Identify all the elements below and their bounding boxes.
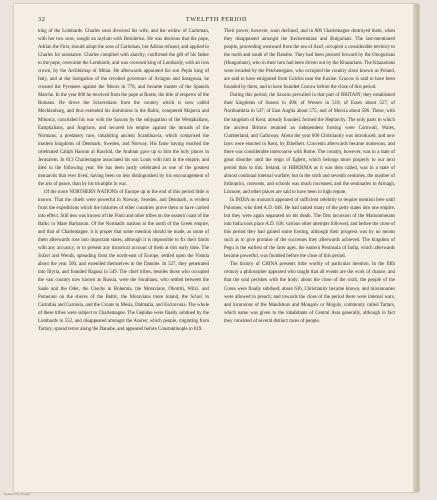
scan-footer: Digitized by Google <box>4 492 31 496</box>
page-spine-shadow <box>413 4 419 492</box>
text-columns <box>38 28 395 470</box>
running-title: TWELFTH PERIOD <box>185 16 248 23</box>
paragraph: Their power, however, soon declined, and in 800 Charlemagne destroyed them, when they disappeared amongst the Keckerunians and Bulgarians. The last-mentioned people, proceeding westward from the sea of Azof, occupied a considerable territory to the north and south of the Danube. They had been pressed forward by the Onogurians (Hungarians), who in their turn had been driven out by the Khazarians. The Khazarians were invaded by the Petchenegans, who occupied the country since known as Poland, are said to have emigrated from Colchis near the Euxine. Cracow is said to have been founded by them, and to have founded Cracow before the close of this period. <box>224 29 395 91</box>
left-column <box>38 28 209 470</box>
book-page <box>14 4 419 492</box>
paragraph: king of the Lombards. Charles soon divorced his wife, and the widow of Carloman, with her two sons, sought an asylum with Desiderius. He was desirous that the pope, Adrian the First, should adopt the sons of Carloman, but Adrian refused, and applied to Charles for assistance. Charles complied with alacrity, confirmed the gift of his father to the pope, overcame the Lombards, and was crowned king of Lombardy, with an iron crown, by the Archbishop of Milan. He afterwards appointed his son Pepin king of Italy, and at the instigation of the revolted governors of Arragon and Saragossa, he crossed the Pyrenees against the Moors in 778, and became master of the Spanish Marche. In the year 800 he received from the pope at Rome, the title of emperor of the Romans. He drove the Sclavonians from the country which is now called Mecklenburg, and thus extended his dominions to the Baltic, conquered Majorca and Minorca, concluded his war with the Saxons by the subjugation of the Westphalians, Eastphalians, and Angrians, and secured his empire against the inroads of the Normans, a predatory race, inhabiting ancient Scandinavia, which comprised the modern kingdoms of Denmark, Sweden, and Norway. His fame having reached the celebrated Caliph Haroun al Raschid, the Arabian gave up to him the holy places in Jerusalem. In 813 Charlemagne associated his son Louis with him in the empire, and died in the following year. He has been justly celebrated as one of the greatest monarchs that ever lived, having been no less distinguished by his encouragement of the arts of peace, than by his triumphs in war. <box>38 29 209 187</box>
paragraph: During this period, the Saxons prevailed in that part of BRITAIN; they established their kingdoms of Sussex in 490; of Wessex in 519; of Essex about 527; of Northumbria in 547; of East Anglia about 575; and of Mercia about 586. These, with the kingdom of Kent, already founded, formed the Heptarchy. The only parts in which the ancient Britons retained an independent footing were Cornwall, Wales, Cumberland, and Galloway. About the year 600 Christianity was introduced, and new laws were enacted in Kent, by Ethelbert. Convents afterwards became numerous, and there was considerable intercourse with Rome. The country, however, was in a state of great disorder until the reign of Egbert, which belongs more properly to our next period than to this. Ireland, or HIBERNIA as it was then called, was in a state of almost continual internal warfare; but in the sixth and seventh centuries, the number of bishoprics, convents, and schools was much increased, and the seminaries in Armagh, Lismore, and other places are said to have been in high repute. <box>224 93 395 195</box>
page-header <box>38 16 395 26</box>
paragraph: In INDIA no monarch appeared of sufficient celebrity to require mention here until Pulomen, who died A.D. 648. He had united many of the petty states into one empire, but they were again separated on his death. The first incursion of the Mahommetans into India took place A.D. 636, various other attempts followed, and before the close of this period they had gained some footing, although their progress was by no means such as to give promise of the successes they afterwards achieved. The kingdom of Pegu is the earliest of the later ages, the eastern Peninsula of India, which afterwards became powerful, was founded before the close of this period. <box>224 197 395 260</box>
paragraph: Of the more NORTHERN NATIONS of Europe up to the end of this period little is known. That the chiefs were powerful in Norway, Sweden, and Denmark, is evident from the expeditions which the histories of other countries prove them to have carried into effect. Still less was known of the Finni and other tribes on the eastern coast of the Baltic or Mare Barbarum. Of the Normadic nations to the north of the Greek empire, and that of Charlemagne, it is proper that some mention should be made, as some of them afterwards rose into important states, although it is impossible to fix their limits with any accuracy, or to present any historical account of them at this early time. The Sclavi and Wends, spreading from the north-east of Europe, settled upon the Vistula about the year 500, and extended themselves to the Danube. In 527, they penetrated into Illyria, and founded Ragusa in 549. The chief tribes, besides those who occupied the vast country now known as Russia, were the Sorabians, who settled between the Saale and the Oder, the Czechs in Bohemia, the Moravians, Obotriti, Wilzi, and Pomerani on the shores of the Baltic, the Moravians more inland, the Sclavi in Carinthia and Carniola, and the Croats in Mesia, Dalmatia, and Esclavonia. The whole of these tribes were subject to Charlemagne. The Gepidae were finally subdued by the Lombards in 552, and disappeared amongst the Avares; which people, migrating from Tartary, spread terror along the Danube, and appeared before Constantinople in 619. <box>38 189 209 332</box>
right-column <box>224 28 395 470</box>
page-number: 32 <box>38 16 46 23</box>
paragraph: The history of CHINA presents little worthy of particular mention. In the fifth century a philosopher appeared who taught that all events are the work of chance, and that the soul perishes with the body; about the close of the sixth, the people of the Corea were finally subdued; about 636, Christianity became known, and missionaries were allowed to preach; and towards the close of the period there were internal wars, and incursions of the Mandshurs and Mongols or Moguls, commonly called Tartars, which name was given to the inhabitants of Central Asia generally, although in fact they consisted of several distinct races of people. <box>224 262 395 324</box>
